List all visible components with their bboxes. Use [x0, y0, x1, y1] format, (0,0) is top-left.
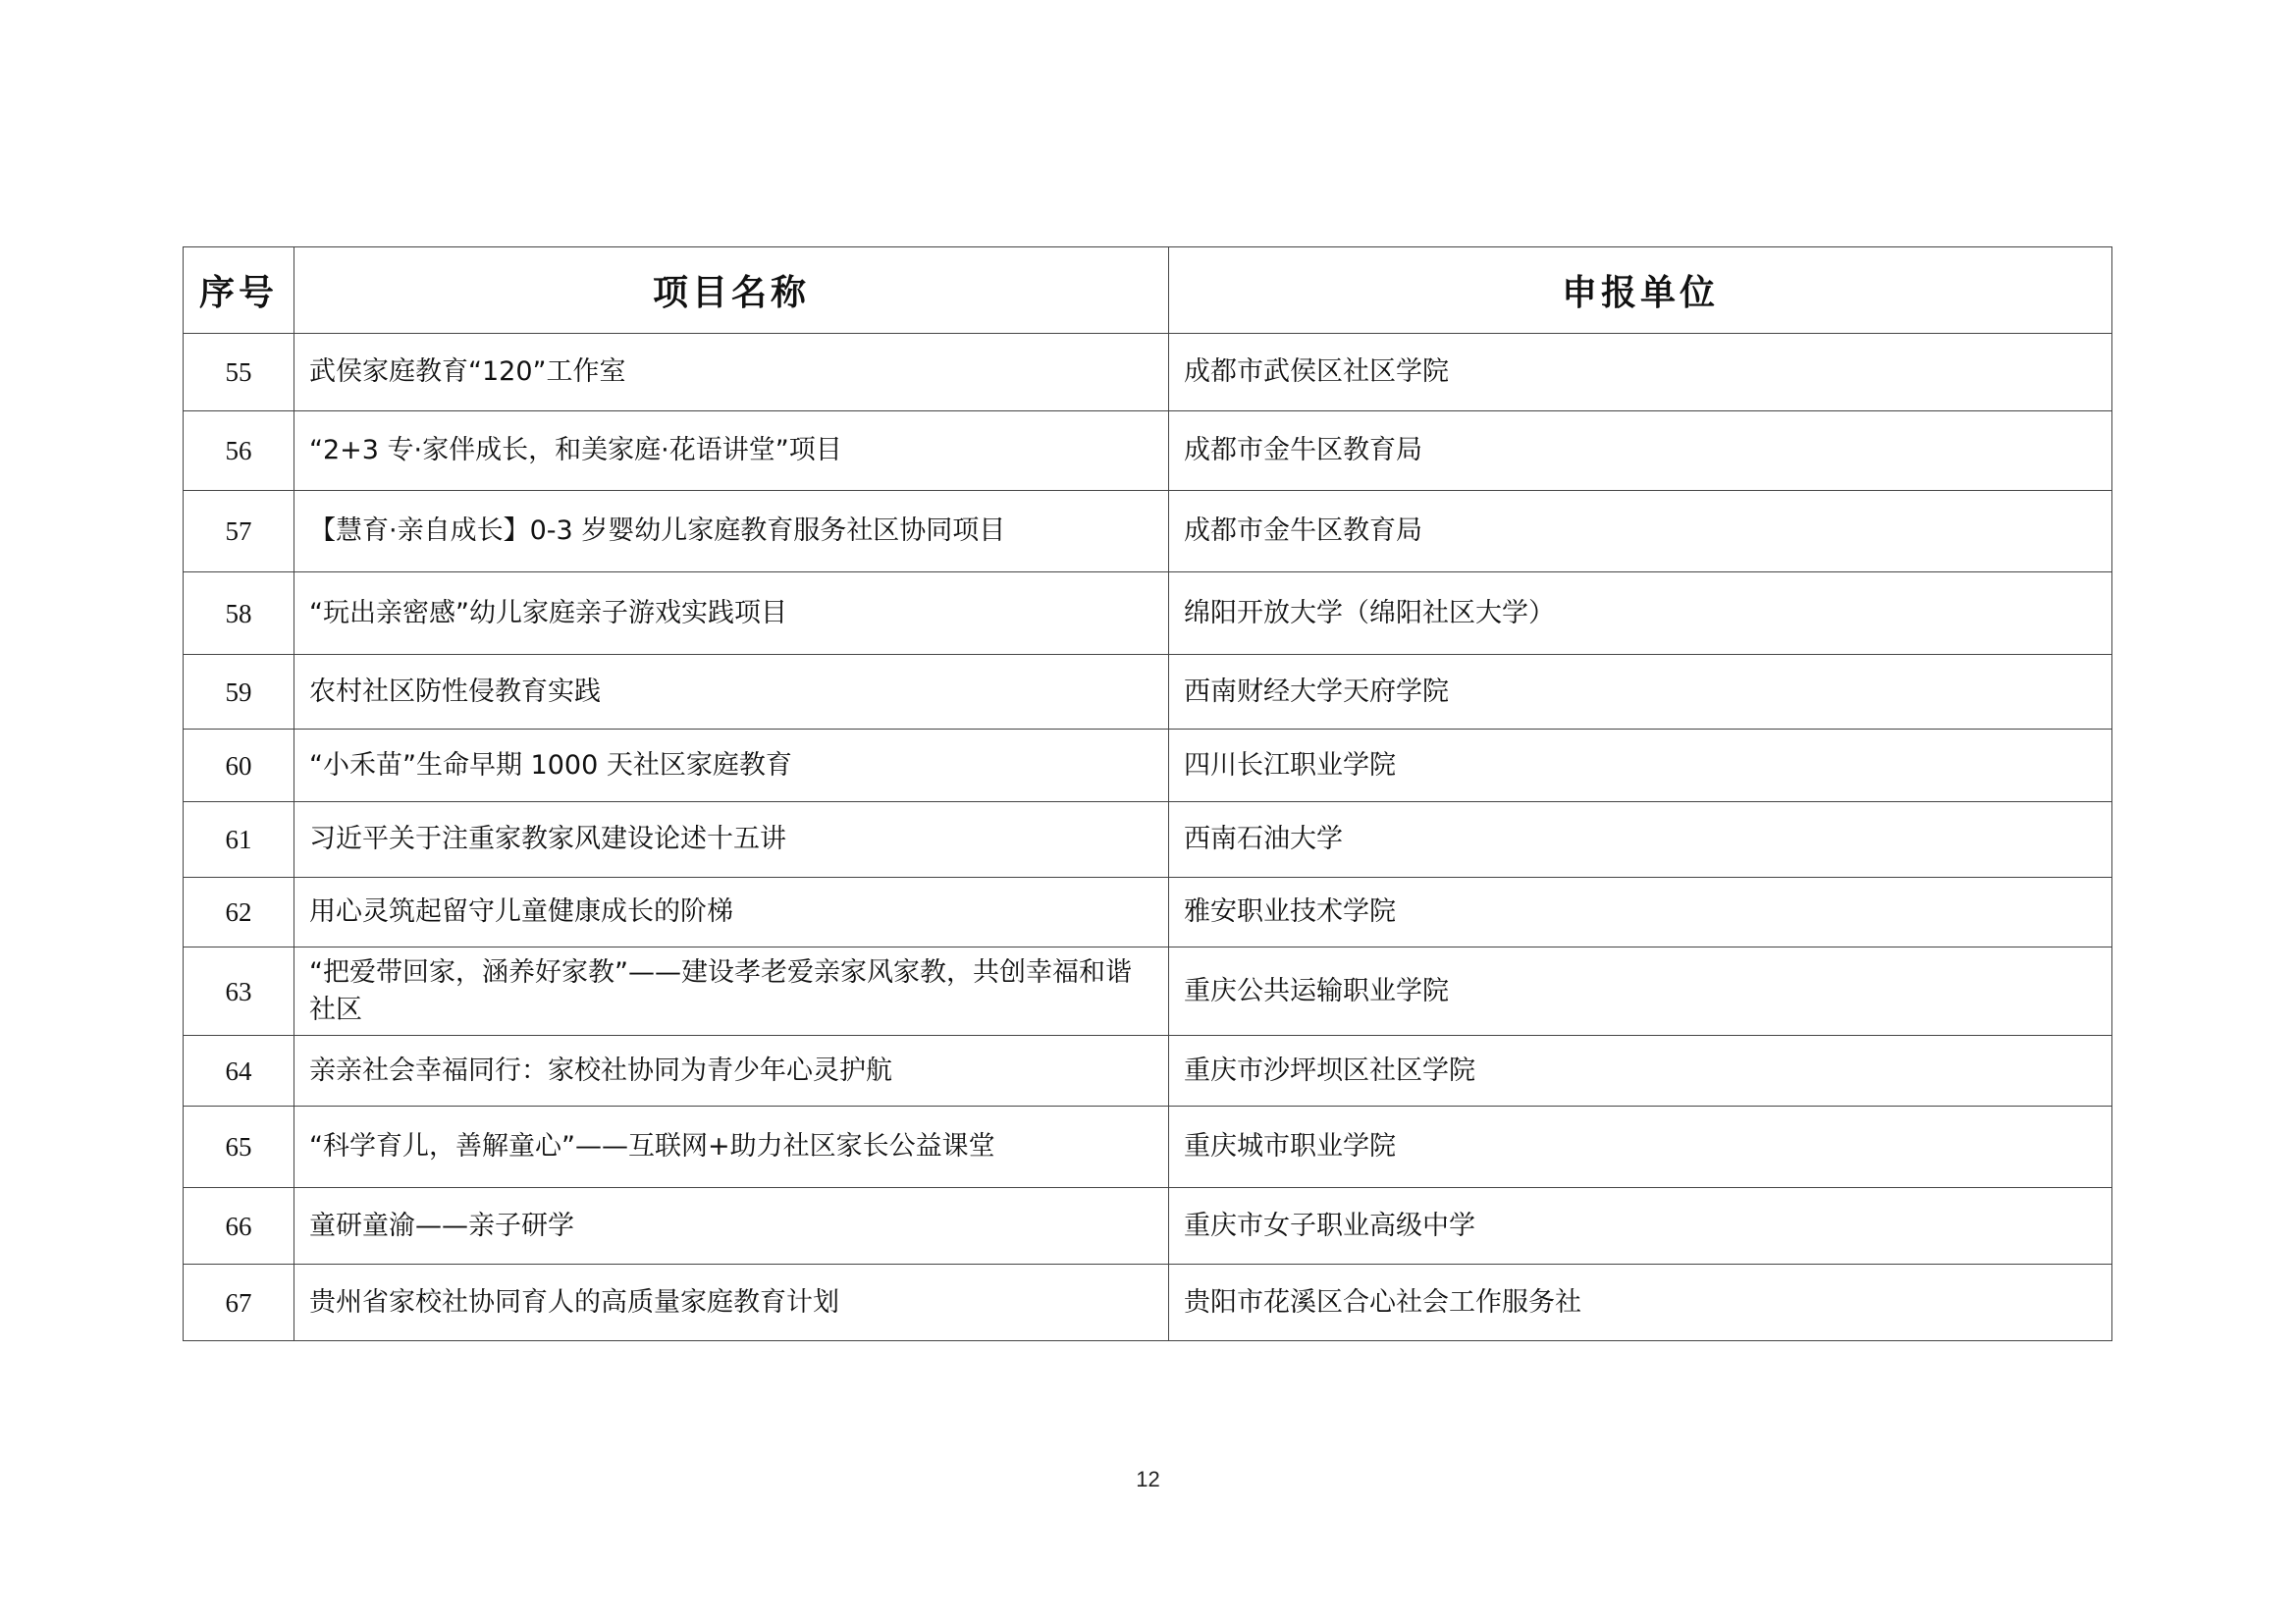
row-applicant-unit: 雅安职业技术学院 — [1169, 878, 2112, 947]
row-number: 66 — [184, 1188, 294, 1265]
table-row — [184, 802, 2112, 878]
row-applicant-unit: 重庆市女子职业高级中学 — [1169, 1188, 2112, 1265]
row-applicant-unit: 重庆市沙坪坝区社区学院 — [1169, 1036, 2112, 1107]
row-applicant-unit: 绵阳开放大学（绵阳社区大学） — [1169, 572, 2112, 655]
row-project-name: 武侯家庭教育“120”工作室 — [294, 334, 1169, 411]
table-header-row — [184, 247, 2112, 334]
row-number: 63 — [184, 947, 294, 1036]
row-project-name: “把爱带回家，涵养好家教”——建设孝老爱亲家风家教，共创幸福和谐社区 — [294, 947, 1169, 1036]
table-row — [184, 947, 2112, 1036]
table-row — [184, 1107, 2112, 1188]
row-applicant-unit: 西南石油大学 — [1169, 802, 2112, 878]
row-applicant-unit: 重庆公共运输职业学院 — [1169, 947, 2112, 1036]
row-number: 67 — [184, 1265, 294, 1341]
row-applicant-unit: 重庆城市职业学院 — [1169, 1107, 2112, 1188]
table-row — [184, 491, 2112, 572]
row-project-name: “小禾苗”生命早期 1000 天社区家庭教育 — [294, 730, 1169, 802]
row-number: 64 — [184, 1036, 294, 1107]
table-row — [184, 1188, 2112, 1265]
table-row — [184, 878, 2112, 947]
row-applicant-unit: 贵阳市花溪区合心社会工作服务社 — [1169, 1265, 2112, 1341]
table-row — [184, 411, 2112, 491]
row-number: 60 — [184, 730, 294, 802]
row-project-name: 贵州省家校社协同育人的高质量家庭教育计划 — [294, 1265, 1169, 1341]
row-project-name: 童研童渝——亲子研学 — [294, 1188, 1169, 1265]
row-project-name: “2+3 专·家伴成长，和美家庭·花语讲堂”项目 — [294, 411, 1169, 491]
row-applicant-unit: 成都市金牛区教育局 — [1169, 411, 2112, 491]
row-applicant-unit: 西南财经大学天府学院 — [1169, 655, 2112, 730]
row-applicant-unit: 四川长江职业学院 — [1169, 730, 2112, 802]
row-number: 65 — [184, 1107, 294, 1188]
page-number: 12 — [1136, 1467, 1160, 1491]
row-number: 55 — [184, 334, 294, 411]
row-applicant-unit: 成都市武侯区社区学院 — [1169, 334, 2112, 411]
table-row — [184, 1036, 2112, 1107]
row-applicant-unit: 成都市金牛区教育局 — [1169, 491, 2112, 572]
table-row — [184, 334, 2112, 411]
row-project-name: 亲亲社会幸福同行：家校社协同为青少年心灵护航 — [294, 1036, 1169, 1107]
row-project-name: “科学育儿，善解童心”——互联网+助力社区家长公益课堂 — [294, 1107, 1169, 1188]
table-row — [184, 572, 2112, 655]
header-project-name: 项目名称 — [294, 247, 1169, 334]
row-number: 56 — [184, 411, 294, 491]
table-row — [184, 730, 2112, 802]
row-number: 61 — [184, 802, 294, 878]
project-table — [183, 246, 2112, 1341]
table-row — [184, 655, 2112, 730]
row-number: 58 — [184, 572, 294, 655]
row-number: 57 — [184, 491, 294, 572]
table-row — [184, 1265, 2112, 1341]
row-project-name: 【慧育·亲自成长】0-3 岁婴幼儿家庭教育服务社区协同项目 — [294, 491, 1169, 572]
header-applicant-unit: 申报单位 — [1169, 247, 2112, 334]
row-number: 62 — [184, 878, 294, 947]
header-number: 序号 — [184, 247, 294, 334]
row-project-name: 用心灵筑起留守儿童健康成长的阶梯 — [294, 878, 1169, 947]
row-project-name: 习近平关于注重家教家风建设论述十五讲 — [294, 802, 1169, 878]
row-number: 59 — [184, 655, 294, 730]
row-project-name: 农村社区防性侵教育实践 — [294, 655, 1169, 730]
row-project-name: “玩出亲密感”幼儿家庭亲子游戏实践项目 — [294, 572, 1169, 655]
